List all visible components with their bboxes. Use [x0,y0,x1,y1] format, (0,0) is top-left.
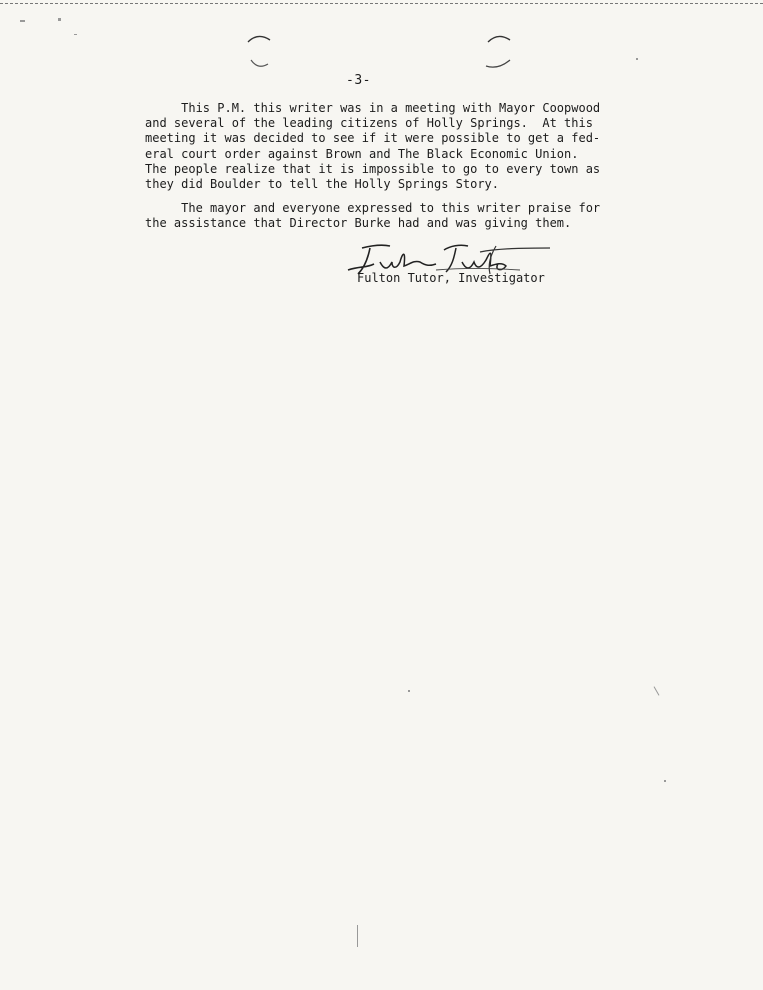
text-line: eral court order against Brown and The Black Economic Union. [145,146,579,161]
page-number: -3- [346,73,371,88]
top-edge-line [0,3,763,4]
signer-name-title: Fulton Tutor, Investigator [357,271,545,285]
scan-speck [20,20,25,22]
text-line: and several of the leading citizens of Holly Springs. At this [145,116,593,131]
text-line: This P.M. this writer was in a meeting with Mayor Coopwood [145,101,601,115]
text-line: they did Boulder to tell the Holly Springs Story. [145,177,500,192]
text-line: The mayor and everyone expressed to this writer praise for [145,201,601,215]
paragraph-meeting [145,101,605,192]
scan-speck [58,18,61,21]
scan-speck [664,780,666,782]
text-line: The people realize that it is impossible to go to every town as [145,161,601,176]
text-line: meeting it was decided to see if it were possible to get a fed- [145,131,601,146]
scan-speck [74,34,77,35]
scan-speck [636,58,638,60]
punch-hole-left-icon [244,30,276,74]
punch-hole-right-icon [484,30,516,74]
text-line: the assistance that Director Burke had and was giving them. [145,216,572,231]
paragraph-praise [145,201,605,231]
scan-speck [408,690,410,692]
scan-speck [357,925,358,947]
scan-speck [654,686,660,695]
